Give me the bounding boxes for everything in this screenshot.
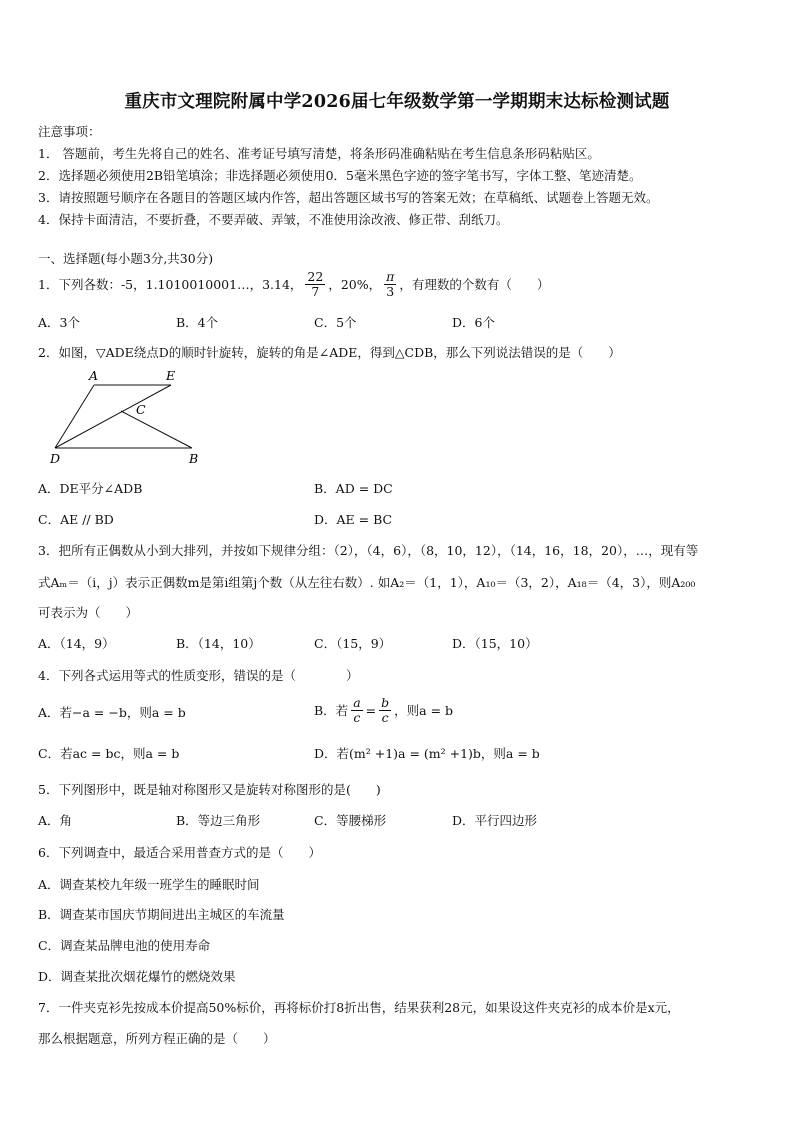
fraction-numerator: 22 bbox=[307, 269, 324, 285]
label-a: A bbox=[89, 368, 99, 383]
q4-option-c: C．若ac = bc，则a = b bbox=[38, 746, 180, 761]
notice-item: 3．请按照题号顺序在各题目的答题区域内作答，超出答题区域书写的答案无效；在草稿纸、试题卷上答题无效。 bbox=[38, 190, 659, 205]
q6-option-b: B．调查某市国庆节期间进出主城区的车流量 bbox=[38, 907, 285, 922]
notice-item: 2．选择题必须使用2B铅笔填涂；非选择题必须使用0．5毫米黑色字迹的签字笔书写，字体工整、笔迹清楚。 bbox=[38, 168, 642, 183]
fraction-pi-3 bbox=[384, 270, 396, 297]
q6-option-d: D．调查某批次烟花爆竹的燃烧效果 bbox=[38, 969, 236, 984]
q4-option-d: D．若(m² +1)a = (m² +1)b，则a = b bbox=[314, 746, 540, 761]
question-7-line-1: 7．一件夹克衫先按成本价提高50%标价，再将标价打8折出售，结果获利28元，如果设这件夹克衫的成本价是x元， bbox=[38, 1000, 680, 1015]
segment-da bbox=[55, 385, 94, 448]
q1-option-b: B．4个 bbox=[176, 315, 219, 330]
section-heading: 一、选择题(每小题3分,共30分) bbox=[38, 251, 214, 266]
fraction-a-c bbox=[351, 696, 362, 723]
question-2: 2．如图，▽ADE绕点D的顺时针旋转，旋转的角是∠ADE，得到△CDB，那么下列说法错误的是（ ） bbox=[38, 345, 621, 360]
q2-option-b: B．AD = DC bbox=[314, 481, 393, 496]
equals-sign: = bbox=[365, 702, 377, 718]
q2-figure bbox=[44, 366, 214, 466]
q6-option-a: A．调查某校九年级一班学生的睡眠时间 bbox=[38, 877, 260, 892]
q5-option-b: B．等边三角形 bbox=[176, 813, 261, 828]
q2-option-c: C．AE // BD bbox=[38, 512, 114, 527]
fraction-22-7 bbox=[305, 270, 325, 297]
label-b: B bbox=[189, 451, 199, 466]
fraction-numerator: a bbox=[353, 695, 361, 711]
q6-option-c: C．调查某品牌电池的使用寿命 bbox=[38, 938, 211, 953]
question-1 bbox=[38, 266, 549, 302]
fraction-numerator: π bbox=[386, 269, 395, 285]
question-6: 6．下列调查中，最适合采用普查方式的是（ ） bbox=[38, 845, 321, 860]
q3-option-b: B．（14，10） bbox=[176, 636, 261, 651]
q2-option-d: D．AE = BC bbox=[314, 512, 393, 527]
question-1-suffix: ，有理数的个数有（ ） bbox=[399, 277, 550, 292]
q3-option-a: A．（14，9） bbox=[38, 636, 115, 651]
q3-option-c: C．（15，9） bbox=[314, 636, 392, 651]
segment-cb bbox=[121, 411, 192, 448]
question-3-line-2: 式Aₘ＝（i，j）表示正偶数m是第i组第j个数（从左往右数）. 如A₂＝（1，1），A₁₀＝（3，2），A₁₈＝（4，3），则A₂₀₀ bbox=[38, 575, 696, 590]
question-7-line-2: 那么根据题意，所列方程正确的是（ ） bbox=[38, 1031, 276, 1046]
q1-option-a: A．3个 bbox=[38, 315, 80, 330]
question-1-mid: ，20%， bbox=[328, 277, 382, 292]
q2-option-a: A．DE平分∠ADB bbox=[38, 481, 143, 496]
question-3-line-1: 3．把所有正偶数从小到大排列，并按如下规律分组：（2），（4，6），（8，10，12），（14，16，18，20），…，现有等 bbox=[38, 543, 699, 558]
fraction-b-c bbox=[379, 696, 391, 723]
fraction-numerator: b bbox=[381, 695, 390, 711]
q4-option-a: A．若−a = −b，则a = b bbox=[38, 705, 186, 720]
label-e: E bbox=[166, 368, 176, 383]
q1-option-d: D．6个 bbox=[452, 315, 495, 330]
notice-item: 4．保持卡面清洁，不要折叠，不要弄破、弄皱，不准使用涂改液、修正带、刮纸刀。 bbox=[38, 212, 509, 227]
question-4: 4．下列各式运用等式的性质变形，错误的是（ ） bbox=[38, 668, 359, 683]
q1-option-c: C．5个 bbox=[314, 315, 357, 330]
q5-option-a: A．角 bbox=[38, 813, 73, 828]
notice-heading: 注意事项： bbox=[38, 124, 101, 139]
q5-option-c: C．等腰梯形 bbox=[314, 813, 387, 828]
fraction-denominator: c bbox=[353, 709, 361, 725]
q4-option-b-prefix: B．若 bbox=[314, 703, 349, 718]
q5-option-d: D．平行四边形 bbox=[452, 813, 538, 828]
label-c: C bbox=[136, 402, 146, 417]
q3-option-d: D．（15，10） bbox=[452, 636, 538, 651]
label-d: D bbox=[50, 451, 61, 466]
q4-option-b-suffix: ，则a = b bbox=[394, 703, 454, 718]
segment-de bbox=[55, 385, 171, 448]
question-5: 5．下列图形中，既是轴对称图形又是旋转对称图形的是( ) bbox=[38, 782, 381, 797]
question-3-line-3: 可表示为（ ） bbox=[38, 605, 139, 620]
fraction-denominator: 7 bbox=[311, 283, 320, 299]
notice-item: 1． 答题前，考生先将自己的姓名、准考证号填写清楚，将条形码准确粘贴在考生信息条形码粘贴区。 bbox=[38, 146, 600, 161]
page-title: 重庆市文理院附属中学2026届七年级数学第一学期期末达标检测试题 bbox=[124, 92, 670, 112]
q4-option-b bbox=[314, 690, 453, 730]
fraction-denominator: c bbox=[381, 709, 389, 725]
question-1-prefix: 1．下列各数：-5，1.1010010001…，3.14， bbox=[38, 277, 303, 292]
fraction-denominator: 3 bbox=[386, 283, 395, 299]
